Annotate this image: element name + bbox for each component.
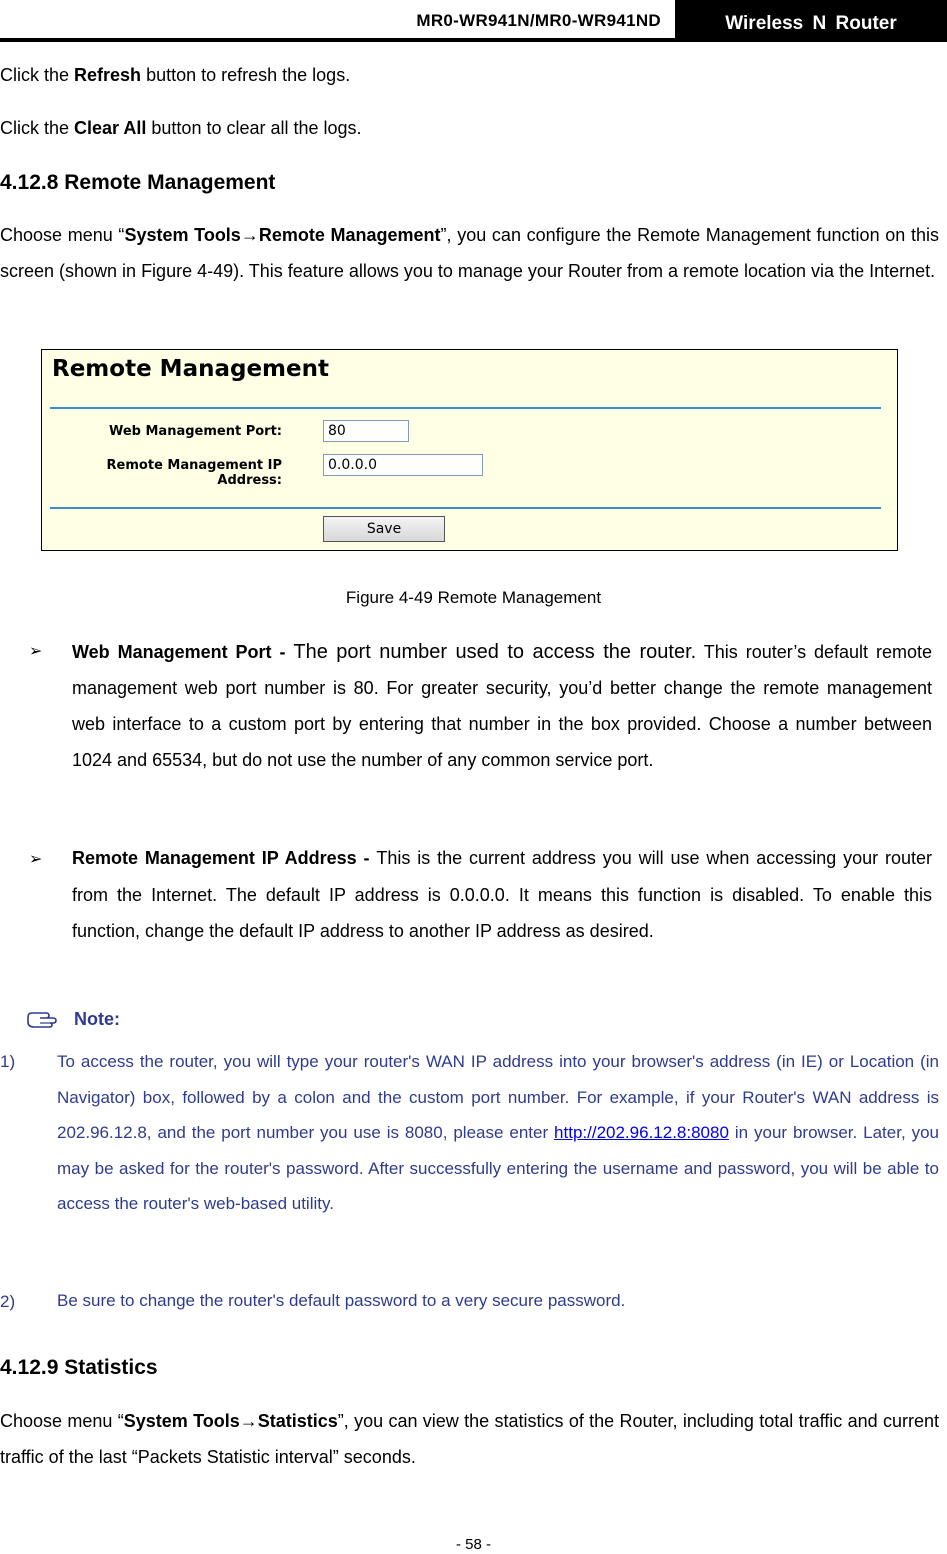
heading-statistics: 4.12.9 Statistics	[0, 1356, 158, 1379]
save-button[interactable]: Save	[323, 516, 445, 542]
pointing-hand-icon	[26, 1008, 60, 1030]
title-divider	[50, 407, 881, 409]
note-item-1	[57, 1044, 939, 1222]
arrow-bullet-icon: ➢	[29, 643, 43, 660]
heading-remote-management: 4.12.8 Remote Management	[0, 171, 276, 194]
refresh-line	[0, 57, 350, 93]
screenshot-title: Remote Management	[52, 356, 329, 382]
stats-p-post: ”, you can view the statistics of the Router, including total traffic and current traffic of the last “Packets Statistic interval” seconds.	[0, 1411, 939, 1467]
bullet-remote-ip	[72, 840, 932, 950]
refresh-pre: Click the	[0, 65, 75, 85]
clear-line	[0, 110, 362, 146]
note-number: 2)	[0, 1292, 16, 1311]
clear-pre: Click the	[0, 118, 75, 138]
remote-p-pre: Choose menu “	[0, 225, 125, 245]
clear-bold: Clear All	[74, 118, 147, 138]
figure-caption: Figure 4-49 Remote Management	[345, 588, 602, 607]
note-label: Note:	[74, 1009, 120, 1029]
remote-ip-input[interactable]: 0.0.0.0	[323, 454, 483, 476]
arrow-bullet-icon: ➢	[29, 851, 43, 868]
bullet-lead: The port number used to access the router.	[293, 641, 697, 663]
remote-management-screenshot	[41, 349, 898, 551]
remote-p-bold: System Tools→Remote Management	[124, 225, 441, 245]
remote-p-post: ”, you can configure the Remote Management function on this screen (shown in Figure 4-49). This feature allows you to manage your Router from a remote location via the Internet.	[0, 225, 939, 281]
statistics-paragraph	[0, 1403, 939, 1475]
note-1-post: in your browser. Later, you may be asked for the router's password. After successfully entering the username and password, you will be able to access the router's web-based utility.	[57, 1123, 940, 1213]
example-url-link[interactable]: http://202.96.12.8:8080	[554, 1123, 729, 1142]
page-number: - 58 -	[455, 1536, 491, 1553]
refresh-bold: Refresh	[74, 65, 142, 85]
web-port-input[interactable]: 80	[323, 420, 409, 442]
page-header	[0, 0, 947, 44]
bullet-web-port	[72, 634, 932, 778]
remote-ip-label: Remote Management IP Address:	[106, 458, 282, 488]
refresh-post: button to refresh the logs.	[141, 65, 351, 85]
form-divider	[50, 507, 881, 509]
clear-post: button to clear all the logs.	[146, 118, 362, 138]
bullet-text: This router’s default remote management web port number is 80. For greater security, you’d better change the remote management web interface to a custom port by entering that number in the box provided. Choose a number between 1024 and 65534, but do not use the number of any common service port.	[72, 642, 932, 770]
note-1-pre: To access the router, you will type your router's WAN IP address into your browser's address (in IE) or Location (in Navigator) box, followed by a colon and the custom port number. For example, if your Router's WAN address is 202.96.12.8, and the port number you use is 8080, please enter	[57, 1052, 939, 1142]
stats-p-pre: Choose menu “	[0, 1411, 124, 1431]
web-port-label: Web Management Port:	[108, 424, 282, 439]
product-tag: Wireless N Router	[675, 0, 947, 40]
model-name: MR0-WR941N/MR0-WR941ND	[416, 11, 661, 30]
remote-paragraph	[0, 217, 939, 289]
bullet-text: This is the current address you will use when accessing your router from the Internet. The default IP address is 0.0.0.0. It means this function is disabled. To enable this function, change the default IP address to another IP address as desired.	[72, 848, 933, 941]
bullet-term: Remote Management IP Address -	[72, 848, 377, 868]
header-rule	[0, 38, 947, 42]
bullet-term: Web Management Port -	[72, 642, 294, 662]
stats-p-bold: System Tools→Statistics	[123, 1411, 338, 1431]
note-item-2: Be sure to change the router's default password to a very secure password.	[57, 1291, 626, 1310]
note-number: 1)	[0, 1052, 16, 1071]
